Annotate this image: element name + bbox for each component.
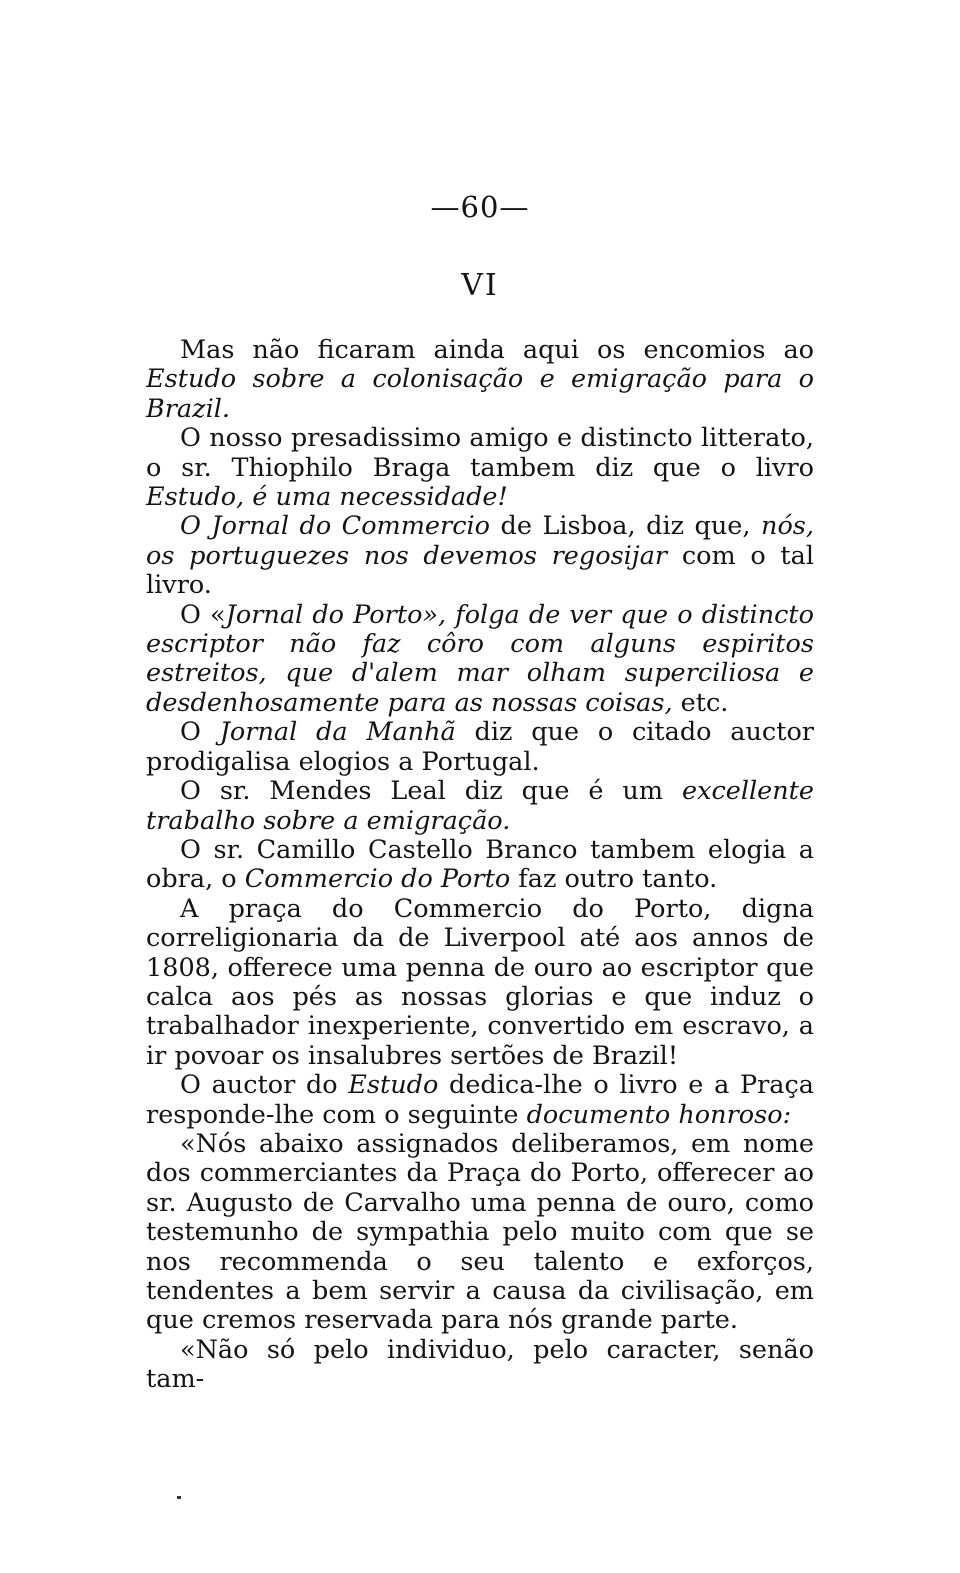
- paragraph: [146, 336, 814, 424]
- text-run: O «: [180, 599, 226, 630]
- paragraph: [146, 1130, 814, 1336]
- italic-text: Estudo sobre a colonisação e emigração para o Brazil.: [146, 364, 814, 424]
- body-text: [146, 336, 814, 1395]
- text-run: O auctor do: [180, 1070, 349, 1101]
- paragraph: [146, 718, 814, 777]
- italic-text: Commercio do Porto: [244, 864, 511, 895]
- italic-text: Estudo: [348, 1070, 439, 1101]
- text-run: Mas não ficaram ainda aqui os encomios ao: [180, 335, 814, 365]
- text-run: O nosso presadissimo amigo e distincto litterato, o sr. Thiophilo Braga tambem diz que o livro: [146, 423, 814, 483]
- text-run: diz que o citado auctor prodigalisa elogios a Portugal.: [146, 717, 814, 777]
- text-run: O: [180, 717, 220, 748]
- italic-text: Jornal do Porto», folga de ver que o distincto escriptor não faz côro com alguns espiritos estreitos, que d'alem mar olham superciliosa e desdenhosamente para as nossas coisas,: [146, 599, 814, 718]
- paragraph: [146, 1336, 814, 1395]
- text-run: faz outro tanto.: [510, 864, 718, 895]
- italic-text: excellente trabalho sobre a emigração.: [146, 776, 814, 836]
- text-run: «Não só pelo individuo, pelo caracter, senão tam-: [146, 1334, 814, 1395]
- italic-text: Jornal da Manhã: [219, 717, 456, 748]
- text-run: dedica-lhe o livro e a Praça responde-lhe com o seguinte: [146, 1070, 814, 1130]
- text-run: de Lisboa, diz que,: [489, 511, 762, 542]
- text-run: etc.: [672, 687, 729, 718]
- italic-text: nós, os portuguezes nos devemos regosijar: [146, 511, 814, 571]
- paragraph: [146, 1071, 814, 1130]
- ink-speck: [177, 1496, 181, 1499]
- chapter-heading: VI: [461, 268, 499, 303]
- italic-text: documento honroso:: [526, 1099, 792, 1130]
- text-run: O sr. Camillo Castello Branco tambem elogia a obra, o: [146, 834, 814, 895]
- text-run: O sr. Mendes Leal diz que é um: [180, 776, 682, 807]
- page-number: —60—: [430, 190, 530, 224]
- italic-text: O Jornal do Commercio: [180, 511, 490, 542]
- text-run: A praça do Commercio do Porto, digna correligionaria da de Liverpool até aos annos de 1808, offerece uma penna de ouro ao escriptor que calca aos pés as nossas glorias e que induz o trabalhador inexperiente, convertido em escravo, a ir povoar os insalubres sertões de Brazil!: [146, 893, 814, 1071]
- text-run: com o tal livro.: [146, 540, 814, 601]
- paragraph: [146, 601, 814, 719]
- paragraph: [146, 836, 814, 895]
- text-run: «Nós abaixo assignados deliberamos, em nome dos commerciantes da Praça do Porto, offerecer ao sr. Augusto de Carvalho uma penna de ouro, como testemunho de sympathia pelo muito com que se nos recommenda o seu talento e exforços, tendentes a bem servir a causa da civilisação, em que cremos reservada para nós grande parte.: [146, 1128, 814, 1336]
- paragraph: [146, 777, 814, 836]
- italic-text: Estudo, é uma necessidade!: [146, 482, 508, 513]
- paragraph: [146, 512, 814, 600]
- paragraph: [146, 895, 814, 1071]
- paragraph: [146, 424, 814, 512]
